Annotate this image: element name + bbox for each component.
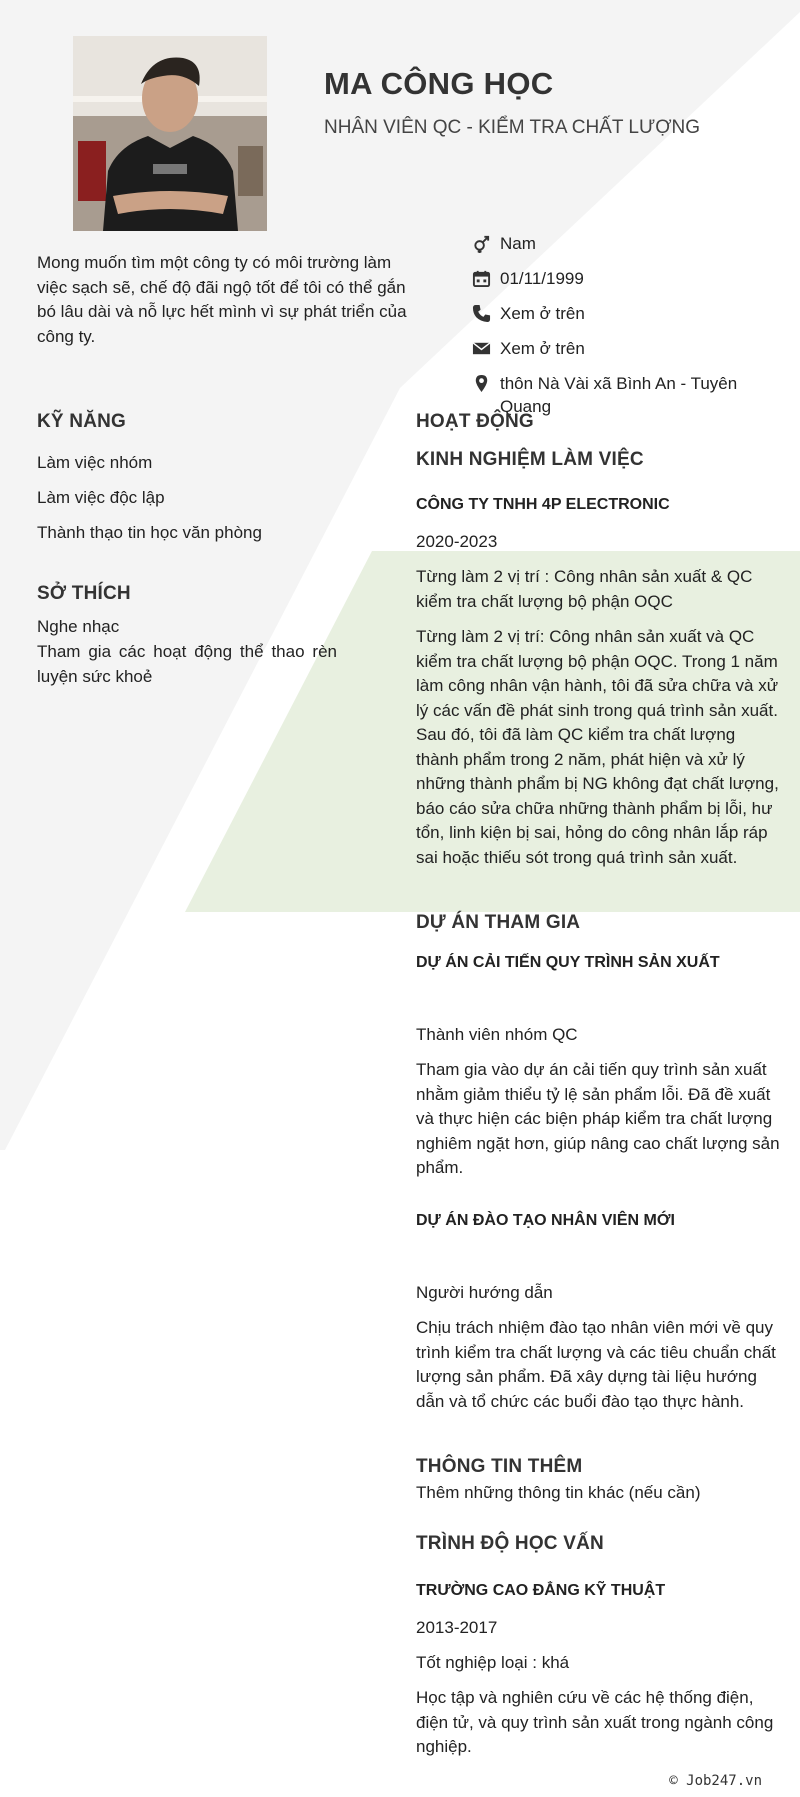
additional-text: Thêm những thông tin khác (nếu cần) [416, 1483, 701, 1502]
birthdate-value: 01/11/1999 [500, 269, 584, 288]
project-description: Chịu trách nhiệm đào tạo nhân viên mới về quy trình kiểm tra chất lượng và các tiêu chuẩn chất lượng sản phẩm. Đã xây dựng tài liệu hướng dẫn và tổ chức các buổi đào tạo thực hành. [416, 1318, 776, 1411]
experience-summary: Từng làm 2 vị trí : Công nhân sản xuất & QC kiểm tra chất lượng bộ phận OQC [416, 567, 753, 611]
hobby-item: Tham gia các hoạt động thể thao rèn luyện sức khoẻ [37, 642, 337, 686]
contact-email [472, 337, 772, 360]
hobbies-heading: SỞ THÍCH [37, 583, 131, 604]
project-role: Thành viên nhóm QC [416, 1025, 578, 1044]
projects-heading: DỰ ÁN THAM GIA [416, 912, 581, 933]
watermark: © Job247.vn [669, 1773, 762, 1789]
education-school: TRƯỜNG CAO ĐẲNG KỸ THUẬT [416, 1582, 666, 1599]
profile-photo [73, 36, 267, 231]
email-icon [472, 337, 500, 360]
job-title: NHÂN VIÊN QC - KIỂM TRA CHẤT LƯỢNG [324, 117, 700, 138]
skill-item: Làm việc độc lập [37, 488, 165, 507]
project-name: DỰ ÁN ĐÀO TẠO NHÂN VIÊN MỚI [416, 1212, 675, 1229]
contact-gender [472, 232, 772, 255]
calendar-icon [472, 267, 500, 290]
career-objective: Mong muốn tìm một công ty có môi trường làm việc sạch sẽ, chế độ đãi ngộ tốt để tôi có thể gắn bó lâu dài và nỗ lực hết mình vì sự phát triển của công ty. [37, 253, 407, 346]
candidate-name: MA CÔNG HỌC [324, 66, 554, 101]
project-name: DỰ ÁN CẢI TIẾN QUY TRÌNH SẢN XUẤT [416, 954, 720, 971]
experience-period: 2020-2023 [416, 532, 498, 551]
location-icon [472, 372, 500, 395]
education-period: 2013-2017 [416, 1618, 498, 1637]
education-heading: TRÌNH ĐỘ HỌC VẤN [416, 1533, 604, 1554]
activities-heading: HOẠT ĐỘNG [416, 411, 534, 432]
project-role: Người hướng dẫn [416, 1283, 553, 1302]
address-value: thôn Nà Vài xã Bình An - Tuyên Quang [500, 374, 738, 416]
gender-value: Nam [500, 234, 536, 253]
phone-icon [472, 302, 500, 325]
gender-icon [472, 232, 500, 255]
experience-company: CÔNG TY TNHH 4P ELECTRONIC [416, 496, 670, 513]
skills-heading: KỸ NĂNG [37, 411, 127, 432]
email-value: Xem ở trên [500, 339, 585, 358]
education-description: Học tập và nghiên cứu về các hệ thống điện, điện tử, và quy trình sản xuất trong ngành công nghiệp. [416, 1688, 774, 1756]
contact-phone [472, 302, 772, 325]
hobby-item: Nghe nhạc [37, 617, 120, 636]
education-grade: Tốt nghiệp loại : khá [416, 1653, 570, 1672]
additional-heading: THÔNG TIN THÊM [416, 1456, 583, 1477]
skill-item: Làm việc nhóm [37, 453, 153, 472]
phone-value: Xem ở trên [500, 304, 585, 323]
skill-item: Thành thạo tin học văn phòng [37, 523, 262, 542]
experience-heading: KINH NGHIỆM LÀM VIỆC [416, 449, 644, 470]
experience-details: Từng làm 2 vị trí: Công nhân sản xuất và QC kiểm tra chất lượng bộ phận OQC. Trong 1 năm làm công nhân vận hành, tôi đã sửa chữa và xử lý các vấn đề phát sinh trong quá trình sản xuất. Sau đó, tôi đã làm QC kiểm tra chất lượng thành phẩm trong 2 năm, phát hiện và xử lý những thành phẩm bị NG không đạt chất lượng, báo cáo sửa chữa những thành phẩm bị lỗi, hư tổn, linh kiện bị sai, hỏng do công nhân lắp ráp sai hoặc thiếu sót trong quá trình sản xuất. [416, 627, 779, 867]
contact-birthdate [472, 267, 772, 290]
contact-info [472, 232, 772, 430]
project-description: Tham gia vào dự án cải tiến quy trình sản xuất nhằm giảm thiểu tỷ lệ sản phẩm lỗi. Đã đề xuất và thực hiện các biện pháp kiểm tra chất lượng nghiêm ngặt hơn, giúp nâng cao chất lượng sản phẩm. [416, 1060, 780, 1177]
